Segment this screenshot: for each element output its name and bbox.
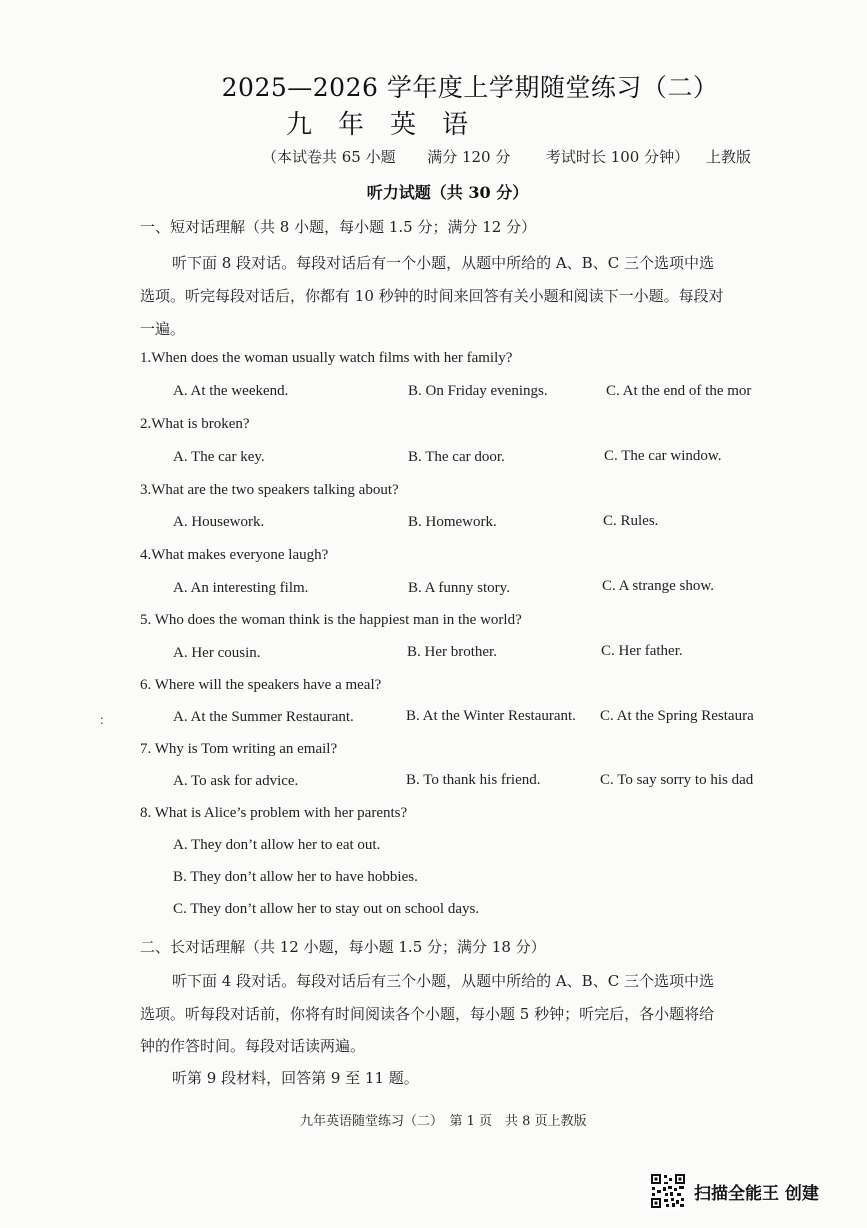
option-c: C. A strange show. bbox=[602, 578, 714, 594]
qr-code-icon bbox=[650, 1173, 686, 1209]
section1-heading: 一、短对话理解（共 8 小题，每小题 1.5 分；满分 12 分） bbox=[140, 218, 537, 236]
question-stem: 1.When does the woman usually watch films with her family? bbox=[140, 350, 513, 366]
material-instruction: 听第 9 段材料，回答第 9 至 11 题。 bbox=[172, 1069, 419, 1087]
info-duration: 考试时长 100 分钟） bbox=[545, 148, 690, 166]
question-stem: 7. Why is Tom writing an email? bbox=[140, 741, 338, 757]
publisher-label: 上教版 bbox=[706, 148, 752, 166]
option-a: A. To ask for advice. bbox=[173, 773, 299, 789]
watermark-text: 扫描全能王 创建 bbox=[694, 1183, 819, 1204]
option-a: A. At the Summer Restaurant. bbox=[173, 709, 354, 725]
listening-section-title: 听力试题（共 30 分） bbox=[366, 183, 529, 202]
section1-instruction-line: 选项。听完每段对话后，你都有 10 秒钟的时间来回答有关小题和阅读下一小题。每段对 bbox=[140, 287, 724, 305]
option-a: A. At the weekend. bbox=[173, 383, 289, 399]
option-b: B. A funny story. bbox=[408, 580, 510, 596]
section2-instruction-line: 选项。听每段对话前，你将有时间阅读各个小题，每小题 5 秒钟；听完后，各小题将给 bbox=[140, 1005, 715, 1023]
option-c: C. To say sorry to his dad bbox=[600, 772, 754, 788]
option-a: A. Her cousin. bbox=[173, 645, 261, 661]
option-a: A. They don’t allow her to eat out. bbox=[173, 837, 381, 853]
option-b: B. Her brother. bbox=[407, 644, 497, 660]
section2-instruction-line: 听下面 4 段对话。每段对话后有三个小题，从题中所给的 A、B、C 三个选项中选 bbox=[172, 972, 714, 990]
option-c: C. Her father. bbox=[601, 643, 683, 659]
option-c: C. Rules. bbox=[603, 513, 659, 529]
exam-info bbox=[262, 146, 689, 167]
section2-heading: 二、长对话理解（共 12 小题，每小题 1.5 分；满分 18 分） bbox=[140, 938, 546, 956]
info-full-score: 满分 120 分 bbox=[427, 148, 511, 166]
option-a: A. An interesting film. bbox=[173, 580, 309, 596]
option-a: A. The car key. bbox=[173, 449, 265, 465]
page-footer: 九年英语随堂练习（二） 第 1 页 共 8 页上教版 bbox=[300, 1114, 587, 1129]
option-b: B. The car door. bbox=[408, 449, 505, 465]
info-question-count: （本试卷共 65 小题 bbox=[262, 148, 396, 166]
option-b: B. To thank his friend. bbox=[406, 772, 541, 788]
subject-title: 九年英语 bbox=[285, 110, 494, 140]
section1-instruction-line: 听下面 8 段对话。每段对话后有一个小题，从题中所给的 A、B、C 三个选项中选 bbox=[172, 254, 714, 272]
scanner-watermark bbox=[650, 1173, 819, 1209]
question-stem: 5. Who does the woman think is the happiest man in the world? bbox=[140, 612, 522, 628]
question-stem: 4.What makes everyone laugh? bbox=[140, 547, 329, 563]
option-b: B. Homework. bbox=[408, 514, 497, 530]
stray-mark: ： bbox=[99, 713, 112, 727]
section2-instruction-line: 钟的作答时间。每段对话读两遍。 bbox=[140, 1037, 366, 1055]
option-c: C. At the Spring Restaura bbox=[600, 708, 754, 724]
option-b: B. On Friday evenings. bbox=[408, 383, 548, 399]
question-stem: 3.What are the two speakers talking about? bbox=[140, 482, 399, 498]
question-stem: 6. Where will the speakers have a meal? bbox=[140, 677, 382, 693]
question-stem: 8. What is Alice’s problem with her parents? bbox=[140, 805, 408, 821]
option-b: B. At the Winter Restaurant. bbox=[406, 708, 576, 724]
option-c: C. They don’t allow her to stay out on school days. bbox=[173, 901, 480, 917]
option-b: B. They don’t allow her to have hobbies. bbox=[173, 869, 418, 885]
option-c: C. At the end of the mor bbox=[606, 383, 752, 399]
section1-instruction-line: 一遍。 bbox=[140, 320, 186, 338]
option-c: C. The car window. bbox=[604, 448, 722, 464]
question-stem: 2.What is broken? bbox=[140, 416, 250, 432]
exam-title: 2025—2026 学年度上学期随堂练习（二） bbox=[221, 73, 719, 102]
option-a: A. Housework. bbox=[173, 514, 265, 530]
